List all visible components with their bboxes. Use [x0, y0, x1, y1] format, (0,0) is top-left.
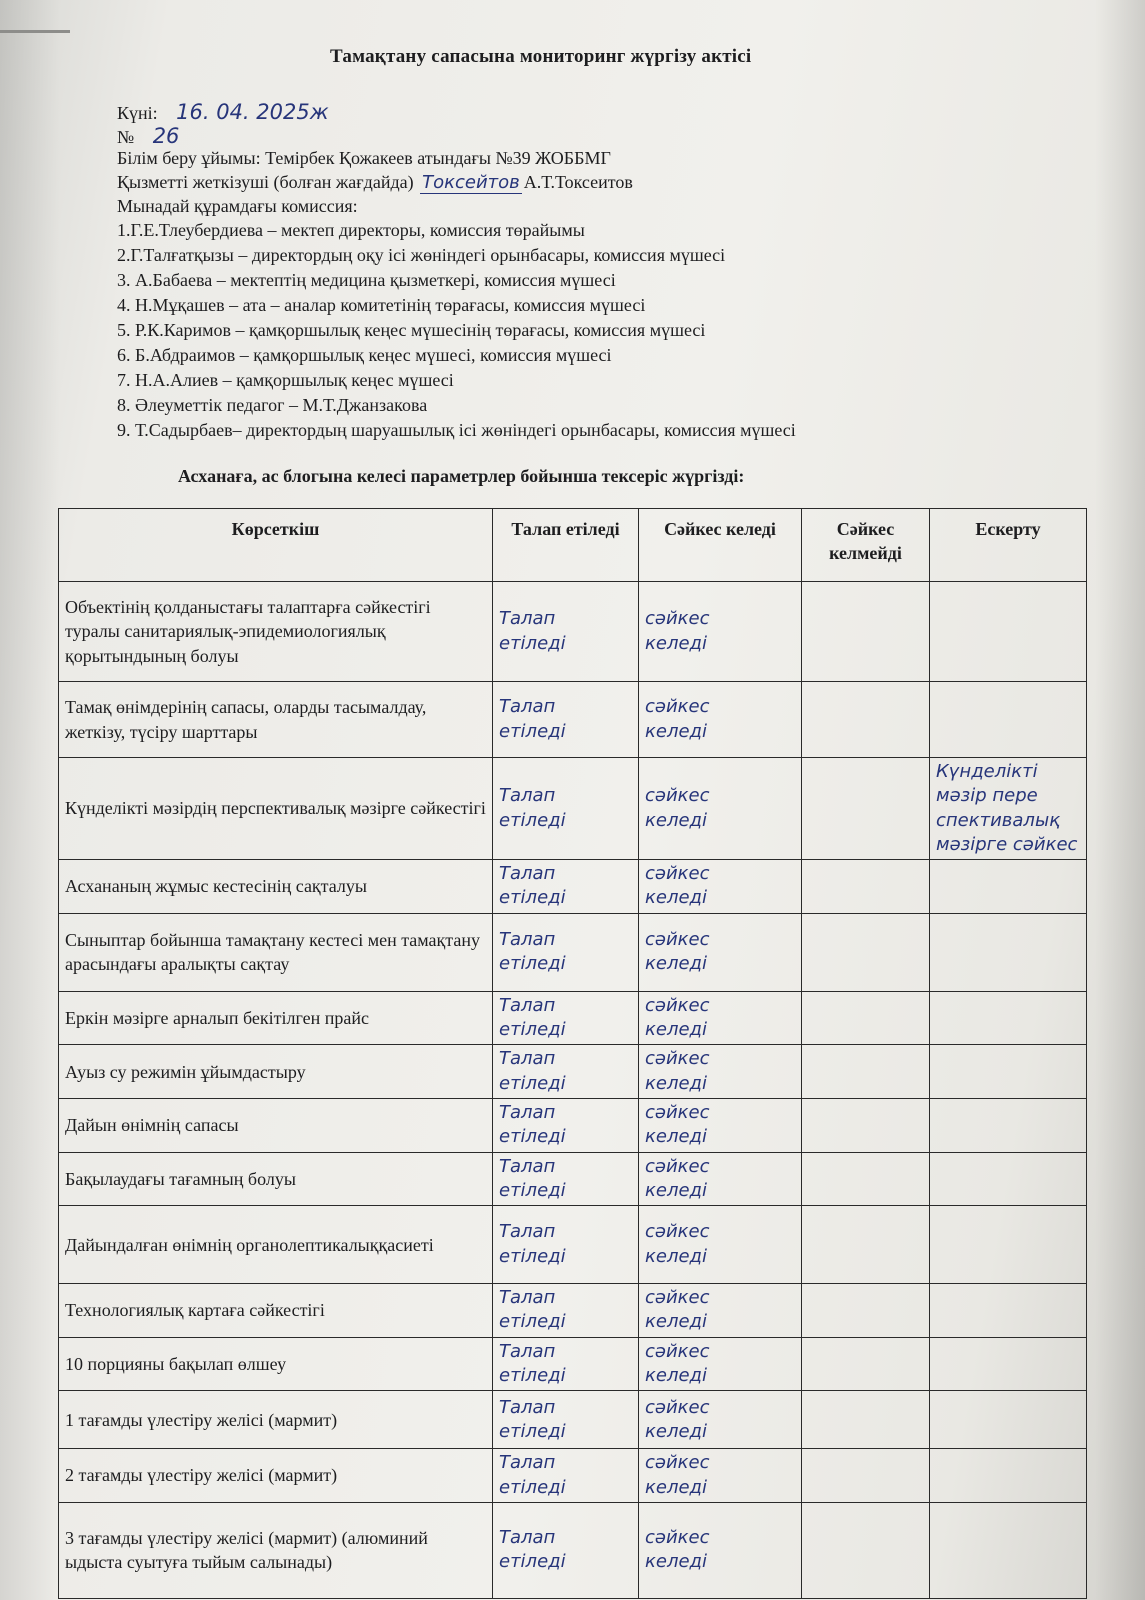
- required-cell: Талап етіледі: [493, 1152, 639, 1206]
- table-row: [59, 913, 1087, 991]
- indicator-cell: Күнделікті мәзірдің перспективалық мәзірге сәйкестігі: [59, 758, 493, 860]
- number-line: [117, 124, 179, 148]
- indicator-cell: 10 порцияны бақылап өлшеу: [59, 1337, 493, 1391]
- note-cell: [930, 1206, 1087, 1284]
- table-row: [59, 1206, 1087, 1284]
- indicator-cell: Тамақ өнімдерінің сапасы, оларды тасымалдау, жеткізу, түсіру шарттары: [59, 682, 493, 758]
- table-row: [59, 860, 1087, 914]
- note-cell: [930, 1502, 1087, 1598]
- not-matches-cell: [802, 682, 930, 758]
- inspection-subtitle: Асханаға, ас блогына келесі параметрлер бойынша тексеріс жүргізді:: [178, 466, 745, 486]
- commission-member: 9. Т.Садырбаев– директордың шаруашылық ісі жөніндегі орынбасары, комиссия мүшесі: [117, 420, 796, 440]
- header-note: Ескерту: [930, 509, 1087, 582]
- note-cell: [930, 1337, 1087, 1391]
- not-matches-cell: [802, 758, 930, 860]
- commission-member: 3. А.Бабаева – мектептің медицина қызметкері, комиссия мүшесі: [117, 270, 616, 290]
- indicator-cell: Еркін мәзірге арналып бекітілген прайс: [59, 991, 493, 1045]
- table-row: [59, 991, 1087, 1045]
- matches-cell: сәйкес келеді: [639, 913, 802, 991]
- table-row: [59, 1391, 1087, 1449]
- number-value: 26: [152, 124, 180, 148]
- header-matches: Сәйкес келеді: [639, 509, 802, 582]
- document-title: Тамақтану сапасына мониторинг жүргізу актісі: [330, 46, 752, 67]
- table-row: [59, 1098, 1087, 1152]
- date-value: 16. 04. 2025ж: [176, 100, 329, 124]
- required-cell: Талап етіледі: [493, 1206, 639, 1284]
- header-indicator: Көрсеткіш: [59, 509, 493, 582]
- required-cell: Талап етіледі: [493, 1337, 639, 1391]
- date-label: Күні:: [117, 103, 158, 123]
- matches-cell: сәйкес келеді: [639, 1045, 802, 1099]
- not-matches-cell: [802, 1502, 930, 1598]
- date-line: [117, 100, 329, 124]
- note-cell: [930, 1391, 1087, 1449]
- matches-cell: сәйкес келеді: [639, 582, 802, 682]
- table-row: [59, 1152, 1087, 1206]
- table-row: [59, 582, 1087, 682]
- header-not-matches: Сәйкес келмейді: [802, 509, 930, 582]
- commission-member: 2.Г.Талғатқызы – директордың оқу ісі жөніндегі орынбасары, комиссия мүшесі: [117, 245, 726, 265]
- table-row: [59, 1337, 1087, 1391]
- table-row: [59, 1502, 1087, 1598]
- commission-member: 1.Г.Е.Тлеубердиева – мектеп директоры, комиссия төрайымы: [117, 220, 585, 240]
- commission-member: 5. Р.К.Каримов – қамқоршылық кеңес мүшесінің төрағасы, комиссия мүшесі: [117, 320, 706, 340]
- note-cell: [930, 1152, 1087, 1206]
- matches-cell: сәйкес келеді: [639, 758, 802, 860]
- number-label: №: [117, 127, 135, 147]
- indicator-cell: 3 тағамды үлестіру желісі (мармит) (алюминий ыдыста суытуға тыйым салынады): [59, 1502, 493, 1598]
- matches-cell: сәйкес келеді: [639, 1098, 802, 1152]
- required-cell: Талап етіледі: [493, 913, 639, 991]
- matches-cell: сәйкес келеді: [639, 1502, 802, 1598]
- required-cell: Талап етіледі: [493, 682, 639, 758]
- table-row: [59, 1449, 1087, 1503]
- matches-cell: сәйкес келеді: [639, 682, 802, 758]
- matches-cell: сәйкес келеді: [639, 1206, 802, 1284]
- required-cell: Талап етіледі: [493, 1045, 639, 1099]
- note-cell: [930, 991, 1087, 1045]
- required-cell: Талап етіледі: [493, 1449, 639, 1503]
- not-matches-cell: [802, 1391, 930, 1449]
- matches-cell: сәйкес келеді: [639, 860, 802, 914]
- note-cell: [930, 1284, 1087, 1338]
- not-matches-cell: [802, 1152, 930, 1206]
- matches-cell: сәйкес келеді: [639, 1337, 802, 1391]
- table-row: [59, 758, 1087, 860]
- note-cell: [930, 1098, 1087, 1152]
- required-cell: Талап етіледі: [493, 991, 639, 1045]
- indicator-cell: Объектінің қолданыстағы талаптарға сәйкестігі туралы санитариялық-эпидемиологиялық қорытындының болуы: [59, 582, 493, 682]
- indicator-cell: Асхананың жұмыс кестесінің сақталуы: [59, 860, 493, 914]
- commission-member: 8. Әлеуметтік педагог – М.Т.Джанзакова: [117, 395, 428, 415]
- indicator-cell: Ауыз су режимін ұйымдастыру: [59, 1045, 493, 1099]
- required-cell: Талап етіледі: [493, 758, 639, 860]
- indicator-cell: Сыныптар бойынша тамақтану кестесі мен тамақтану арасындағы аралықты сақтау: [59, 913, 493, 991]
- matches-cell: сәйкес келеді: [639, 1152, 802, 1206]
- table-row: [59, 1045, 1087, 1099]
- matches-cell: сәйкес келеді: [639, 1391, 802, 1449]
- required-cell: Талап етіледі: [493, 860, 639, 914]
- matches-cell: сәйкес келеді: [639, 1449, 802, 1503]
- indicator-cell: Дайындалған өнімнің органолептикалыққасиеті: [59, 1206, 493, 1284]
- supplier-label: Қызметті жеткізуші (болған жағдайда): [117, 172, 414, 192]
- supplier-name: А.Т.Токсеитов: [523, 172, 633, 192]
- note-cell: [930, 913, 1087, 991]
- organization-line: Білім беру ұйымы: Темірбек Қожакеев атындағы №39 ЖОББМГ: [117, 148, 611, 168]
- commission-label: Мынадай құрамдағы комиссия:: [117, 196, 358, 216]
- required-cell: Талап етіледі: [493, 1284, 639, 1338]
- required-cell: Талап етіледі: [493, 1098, 639, 1152]
- note-cell: [930, 1449, 1087, 1503]
- note-cell: [930, 860, 1087, 914]
- not-matches-cell: [802, 1206, 930, 1284]
- not-matches-cell: [802, 582, 930, 682]
- indicator-cell: Дайын өнімнің сапасы: [59, 1098, 493, 1152]
- not-matches-cell: [802, 913, 930, 991]
- commission-member: 7. Н.А.Алиев – қамқоршылық кеңес мүшесі: [117, 370, 454, 390]
- header-required: Талап етіледі: [493, 509, 639, 582]
- inspection-table: [58, 508, 1087, 1599]
- matches-cell: сәйкес келеді: [639, 991, 802, 1045]
- not-matches-cell: [802, 991, 930, 1045]
- not-matches-cell: [802, 1284, 930, 1338]
- note-cell: [930, 582, 1087, 682]
- supplier-signature: Токсейтов: [422, 172, 520, 193]
- not-matches-cell: [802, 860, 930, 914]
- table-header-row: [59, 509, 1087, 582]
- indicator-cell: Бақылаудағы тағамның болуы: [59, 1152, 493, 1206]
- not-matches-cell: [802, 1337, 930, 1391]
- scan-mark: [0, 30, 70, 33]
- commission-member: 4. Н.Мұқашев – ата – аналар комитетінің төрағасы, комиссия мүшесі: [117, 295, 646, 315]
- not-matches-cell: [802, 1098, 930, 1152]
- indicator-cell: Технологиялық картаға сәйкестігі: [59, 1284, 493, 1338]
- table-row: [59, 682, 1087, 758]
- note-cell: [930, 1045, 1087, 1099]
- not-matches-cell: [802, 1449, 930, 1503]
- note-cell: [930, 682, 1087, 758]
- matches-cell: сәйкес келеді: [639, 1284, 802, 1338]
- indicator-cell: 2 тағамды үлестіру желісі (мармит): [59, 1449, 493, 1503]
- table-row: [59, 1284, 1087, 1338]
- not-matches-cell: [802, 1045, 930, 1099]
- required-cell: Талап етіледі: [493, 1391, 639, 1449]
- note-cell: Күнделікті мәзір пере спективалық мәзірге сәйкес: [930, 758, 1087, 860]
- commission-member: 6. Б.Абдраимов – қамқоршылық кеңес мүшесі, комиссия мүшесі: [117, 345, 612, 365]
- indicator-cell: 1 тағамды үлестіру желісі (мармит): [59, 1391, 493, 1449]
- supplier-line: [117, 172, 633, 194]
- required-cell: Талап етіледі: [493, 1502, 639, 1598]
- required-cell: Талап етіледі: [493, 582, 639, 682]
